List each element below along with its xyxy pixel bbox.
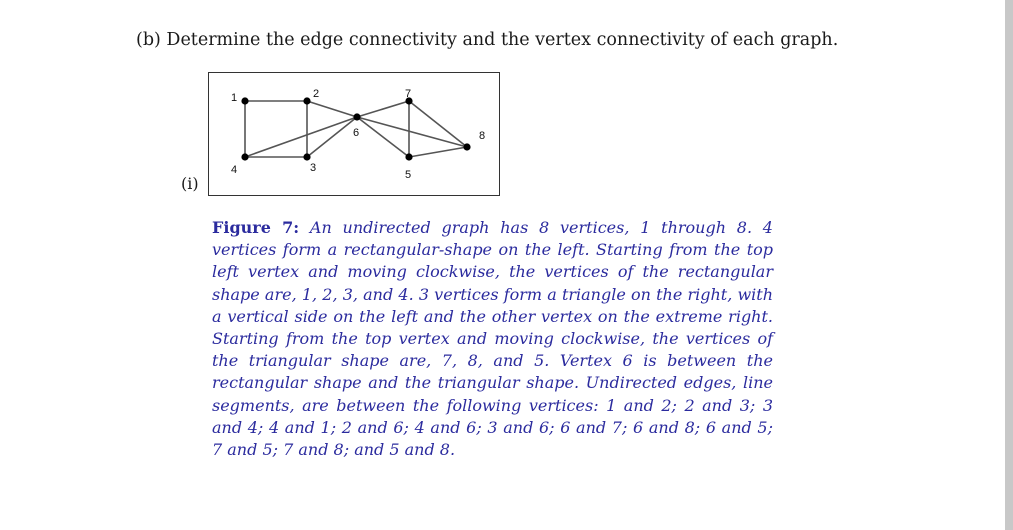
vertex-label-6: 6 — [353, 127, 360, 139]
vertex-label-3: 3 — [310, 162, 317, 174]
vertex-label-4: 4 — [231, 164, 238, 176]
figure-caption — [212, 217, 773, 461]
question-text: (b) Determine the edge connectivity and the vertex connectivity of each graph. — [136, 30, 839, 50]
vertex-5 — [405, 153, 412, 160]
vertex-3 — [303, 153, 310, 160]
vertex-4 — [241, 153, 248, 160]
vertex-2 — [303, 97, 310, 104]
vertex-label-1: 1 — [231, 92, 238, 104]
caption-text: An undirected graph has 8 vertices, 1 through 8. 4 vertices form a rectangular-shape on the left. Starting from the top left vertex and moving clockwise, the vertices of the rectangular shape are, 1, 2, 3, and 4. 3 vertices form a triangle on the right, with a vertical side on the left and the other vertex on the extreme right. Starting from the top vertex and moving clockwise, the vertices of the triangular shape are, 7, 8, and 5. Vertex 6 is between the rectangular shape and the triangular shape. Undirected edges, line segments, are between the following vertices: 1 and 2; 2 and 3; 3 and 4; 4 and 1; 2 and 6; 4 and 6; 3 and 6; 6 and 7; 6 and 8; 6 and 5; 7 and 5; 7 and 8; and 5 and 8. — [212, 218, 773, 460]
edge-7-8 — [409, 101, 467, 147]
edge-6-8 — [357, 117, 467, 147]
vertex-label-2: 2 — [313, 88, 320, 100]
vertex-label-5: 5 — [405, 169, 412, 181]
edge-2-6 — [307, 101, 357, 117]
graph-svg — [209, 73, 499, 195]
scrollbar[interactable] — [1005, 0, 1013, 530]
edge-6-7 — [357, 101, 409, 117]
edge-4-6 — [245, 117, 360, 157]
vertex-8 — [463, 143, 470, 150]
vertex-1 — [241, 97, 248, 104]
graph-figure — [208, 72, 500, 196]
vertex-6 — [353, 113, 360, 120]
edge-5-8 — [409, 147, 467, 157]
edge-6-5 — [357, 117, 409, 157]
vertex-label-8: 8 — [479, 130, 486, 142]
item-label: (i) — [181, 174, 199, 193]
labels-layer — [231, 88, 485, 181]
edge-3-6 — [307, 117, 360, 157]
caption-label: Figure 7: — [212, 218, 300, 237]
vertex-label-7: 7 — [405, 88, 412, 100]
